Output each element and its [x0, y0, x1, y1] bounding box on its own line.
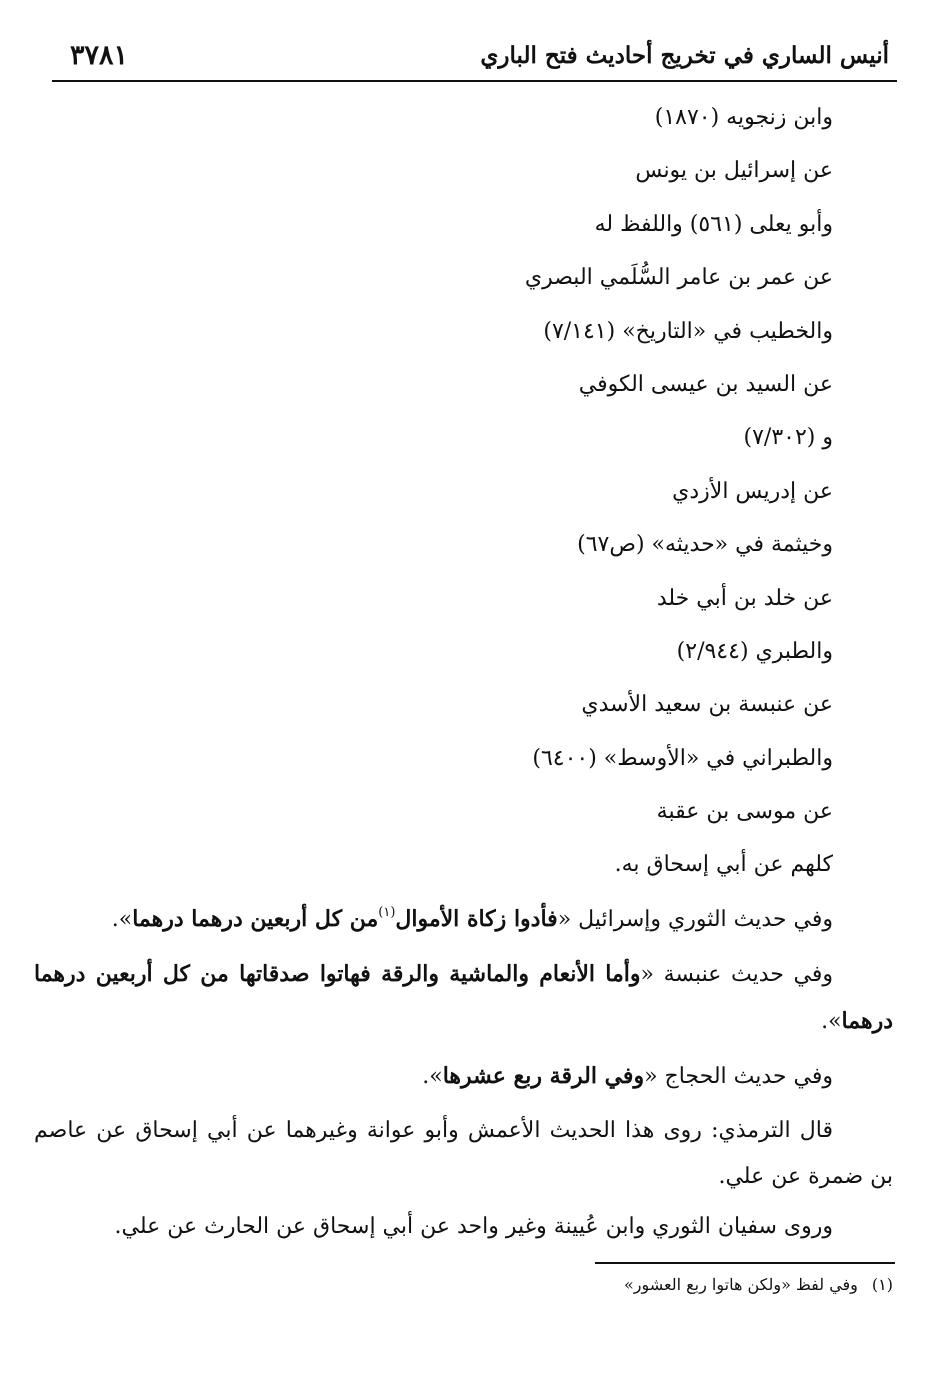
chain-line: عن عمر بن عامر السُّلَمي البصري [524, 265, 833, 291]
chain-line: و (٧/٣٠٢) [743, 425, 833, 451]
footnote-divider [595, 1262, 895, 1264]
body-text [34, 896, 893, 1258]
paragraph-anbasa [34, 951, 893, 1045]
chain-line: والخطيب في «التاريخ» (٧/١٤١) [543, 318, 833, 344]
isnad-chain-list [313, 98, 833, 899]
quote-close: ». [111, 907, 133, 932]
chain-line: عن السيد بن عيسى الكوفي [578, 371, 833, 397]
chain-line: عن إدريس الأزدي [672, 478, 833, 504]
paragraph-tirmidhi: قال الترمذي: روى هذا الحديث الأعمش وأبو عوانة وغيرهما عن أبي إسحاق عن عاصم بن ضمرة عن علي. [34, 1118, 893, 1189]
footnote-text: وفي لفظ «ولكن هاتوا ربع العشور» [623, 1275, 858, 1294]
paragraph-hajjaj [34, 1053, 893, 1100]
footnote-reference: (١) [378, 905, 396, 920]
chain-line: وخيثمة في «حديثه» (ص٦٧) [577, 532, 833, 558]
footnote [624, 1272, 893, 1298]
paragraph-intro: وفي حديث الحجاج « [644, 1064, 833, 1089]
paragraph-sufyan: وروى سفيان الثوري وابن عُيينة وغير واحد عن أبي إسحاق عن الحارث عن علي. [114, 1214, 833, 1239]
footnote-marker: (١) [871, 1275, 893, 1294]
chain-line: عن إسرائيل بن يونس [635, 158, 833, 184]
quote-close: ». [821, 1009, 842, 1034]
chain-line: وأبو يعلى (٥٦١) واللفظ له [594, 211, 833, 237]
hadith-quote: من كل أربعين درهما درهما [132, 906, 379, 932]
page-header [52, 30, 897, 82]
page-number: ٣٧٨١ [70, 40, 129, 71]
chain-line: كلهم عن أبي إسحاق به. [614, 852, 833, 878]
chain-line: والطبراني في «الأوسط» (٦٤٠٠) [532, 745, 833, 771]
hadith-quote: فأدوا زكاة الأموال [395, 906, 558, 932]
chain-line: عن موسى بن عقبة [656, 799, 833, 825]
hadith-quote: وفي الرقة ربع عشرها [442, 1063, 645, 1089]
chain-line: والطبري (٢/٩٤٤) [676, 638, 833, 664]
book-title: أنيس الساري في تخريج أحاديث فتح الباري [480, 42, 889, 69]
paragraph-intro: وفي حديث عنبسة « [640, 962, 833, 987]
chain-line: عن خلد بن أبي خلد [656, 585, 833, 611]
chain-line: وابن زنجويه (١٨٧٠) [654, 105, 833, 130]
hadith-quote: وأما الأنعام والماشية والرقة فهاتوا صدقاتها من كل أربعين درهما درهما [34, 961, 893, 1034]
paragraph-intro: وفي حديث الثوري وإسرائيل « [557, 907, 833, 932]
paragraph-thawri-israel [34, 896, 893, 943]
quote-close: ». [422, 1064, 443, 1089]
chain-line: عن عنبسة بن سعيد الأسدي [581, 692, 833, 718]
